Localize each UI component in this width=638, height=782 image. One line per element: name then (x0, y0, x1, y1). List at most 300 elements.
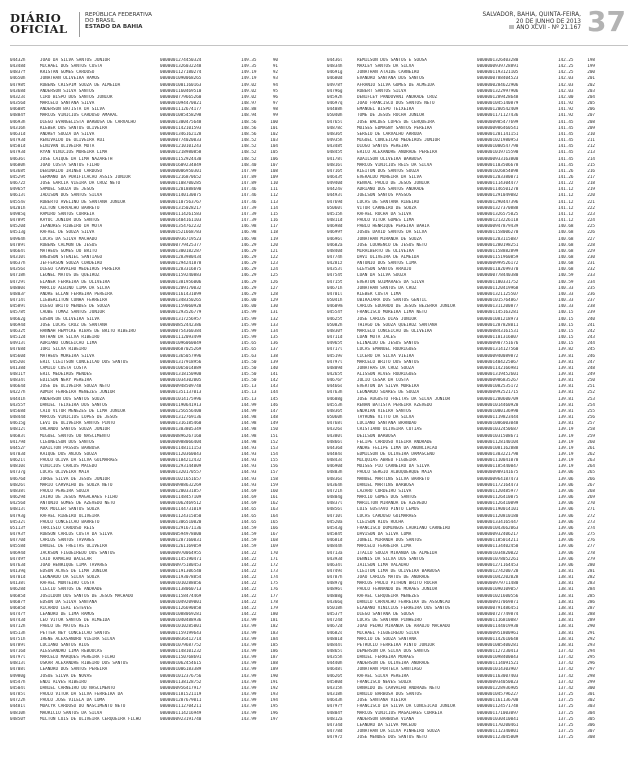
rank: 148 (270, 415, 278, 421)
registration-code: 0000001001160163 (160, 82, 202, 88)
candidate-id: 04803r (10, 291, 26, 297)
rank: 171 (270, 556, 278, 562)
score: 144.22 (241, 575, 257, 581)
registration-code: 0000001146501278 (477, 187, 519, 193)
candidate-name: ANDREY SOUZA DA SILVA (40, 131, 95, 137)
score: 138.81 (558, 587, 574, 593)
candidate-name: JONATHAS DA CRUZ SOUZA (357, 365, 414, 371)
candidate-name: LEANDRO DA SILVA MACEDO (357, 722, 417, 728)
registration-code: 0000001274450324 (160, 58, 202, 63)
rank: 113 (270, 199, 278, 205)
score: 138.81 (558, 575, 574, 581)
registration-code: 0000001034302005 (160, 378, 202, 384)
candidate-id: 04440h (327, 661, 343, 667)
candidate-name: RICARDO LEAL ESTEVES (40, 605, 92, 611)
candidate-id: 04721h (327, 488, 343, 494)
candidate-name: MAX MOLLER SANTOS SOUZA (40, 507, 100, 513)
rank: 124 (270, 267, 278, 273)
candidate-id: 04504l (10, 685, 26, 691)
score: 146.29 (241, 291, 257, 297)
candidate-id: 04812l (10, 427, 26, 433)
candidate-id: 04724d (327, 618, 343, 624)
candidate-id: 04765l (327, 119, 343, 125)
score: 149.02 (241, 88, 257, 94)
registration-code: 0000001079687752 (160, 642, 202, 648)
candidate-name: JOAO PEDRO MIRANDA DE ARAUJO MACHADO (357, 624, 451, 630)
candidate-name: DEILSON BARBOSA (357, 433, 396, 439)
candidate-name: MARIO CARVALHO DE SOUZA NETO (40, 482, 113, 488)
registration-code: 0000001090068265 (160, 76, 202, 82)
candidate-name: JOSE MENDES DOS SANTOS NETO (357, 735, 427, 741)
candidate-id: 04138l (10, 581, 26, 587)
candidate-id: 04800s (10, 285, 26, 291)
candidate-id: 04763d (10, 562, 26, 568)
candidate-id: 04796g (327, 88, 343, 94)
score: 146.29 (241, 273, 257, 279)
rank: 129 (270, 298, 278, 304)
score: 138.81 (558, 599, 574, 605)
candidate-name: CAIO VITOR MENEZES DE LIMA JUNIOR (40, 408, 126, 414)
score: 139.06 (558, 501, 574, 507)
candidate-id: 04650h (10, 76, 26, 82)
rank: 153 (270, 445, 278, 451)
score: 144.93 (241, 470, 257, 476)
candidate-id: 04672z (10, 181, 26, 187)
registration-code: 0000001312769136 (160, 415, 202, 421)
registration-code: 0000000687025269 (160, 347, 202, 353)
registration-code: 0000001280198251 (477, 242, 519, 248)
score: 146.29 (241, 242, 257, 248)
rank: 294 (587, 649, 595, 654)
candidate-name: FRANCISCO DOMINGOS LAURIANO CARNEIRO (357, 525, 451, 531)
rank: 240 (587, 316, 595, 322)
score: 146.98 (241, 224, 257, 230)
rank: 156 (270, 464, 278, 470)
candidate-name: MATHEUS MOREIRA SILVA (40, 353, 95, 359)
candidate-name: MILQUIAS ABREU FIGUEIRA (357, 458, 417, 464)
score: 139.19 (558, 439, 574, 445)
score: 137.42 (558, 679, 574, 685)
candidate-name: CAIO RAMALHO BACELAR (40, 556, 92, 562)
registration-code: 0000001200542409 (477, 107, 519, 113)
registration-code: 0000000986835267 (477, 378, 519, 384)
candidate-name: JOAO FRANCISCO DOS SANTOS NETO (357, 101, 435, 107)
candidate-name: ROBSON CARLOS COSTA DA SILVA (40, 532, 113, 538)
candidate-id: 04310l (10, 255, 26, 260)
candidate-name: DAVISON DA SILVA LOMA (357, 532, 412, 538)
score: 148.52 (241, 144, 257, 150)
rank: 181 (270, 618, 278, 624)
score: 143.99 (241, 655, 257, 661)
candidate-name: EDSON DA SILVA SANTANA (40, 599, 97, 605)
candidate-id: 04466s (327, 384, 343, 390)
registration-code: 0000001161136700 (477, 698, 519, 704)
registration-code: 0000001158006270 (477, 230, 519, 236)
score: 143.99 (241, 710, 257, 716)
candidate-name: JEANDRES RIBEIRO DA MOTA (40, 224, 103, 230)
registration-code: 0000001311200877 (477, 304, 519, 310)
registration-code: 0000001209170032 (160, 285, 202, 291)
score: 144.22 (241, 587, 257, 593)
rank: 234 (587, 279, 595, 285)
rank: 167 (270, 532, 278, 538)
registration-code: 0000001124315050 (160, 513, 202, 519)
rank: 169 (270, 544, 278, 550)
candidate-id: 04553h (327, 402, 343, 408)
candidate-name: ROBERT SANTOS SILVA (357, 88, 407, 94)
candidate-id: 04694d (10, 322, 26, 328)
rank: 245 (587, 347, 595, 353)
registration-code: 0000001271164453 (477, 562, 519, 568)
rank: 176 (270, 587, 278, 593)
registration-code: 0000001404161103 (160, 218, 202, 224)
candidate-id: 04632t (10, 328, 26, 334)
rank: 297 (587, 667, 595, 673)
candidate-name: DANILO BARBOSA DOS SANTOS (357, 692, 422, 698)
registration-code: 0000001191306540 (160, 568, 202, 574)
registration-code: 0000001145190471 (160, 556, 202, 562)
rank: 116 (270, 218, 278, 224)
registration-code: 0000001014303907 (477, 667, 519, 673)
registration-code: 0000000006950301 (160, 168, 202, 174)
score: 140.15 (558, 341, 574, 347)
candidate-name: NATHAN DA SILVA RIBEIRO (40, 335, 100, 341)
candidate-id: 04701d (10, 575, 26, 581)
registration-code: 0000001293144009 (160, 464, 202, 470)
candidate-name: ANDERSON BATISTA DA SILVA (40, 107, 105, 113)
score: 139.06 (558, 519, 574, 525)
candidate-id: 04830f (327, 328, 343, 334)
registration-code: 0000001096060049 (160, 341, 202, 347)
registration-code: 0000000774020033 (160, 138, 202, 144)
candidate-name: DANIEL CARNEIRO DO NASCIMENTO (40, 685, 116, 691)
candidate-name: KLEITON DOS SANTOS SOUZA (357, 168, 420, 174)
rank: 182 (270, 624, 278, 630)
edition-info (483, 12, 582, 32)
score: 137.42 (558, 685, 574, 691)
score: 139.19 (558, 452, 574, 457)
candidate-name: JOSE LUCAS CRUZ DE SANTANA (40, 322, 108, 328)
registration-code: 0000001142101593 (160, 125, 202, 131)
rank: 154 (270, 452, 278, 457)
candidate-id: 04698d (327, 224, 343, 230)
score: 143.99 (241, 630, 257, 636)
registration-code: 0000000284622906 (477, 82, 519, 88)
score: 143.99 (241, 698, 257, 704)
candidate-name: LUCAS EMANUEL RODRIGUES (357, 347, 417, 353)
rank: 247 (587, 359, 595, 365)
score: 139.06 (558, 525, 574, 531)
registration-code: 0000001287160031 (160, 538, 202, 544)
candidate-name: SERGIO DE CARVALHO ARRUDA (357, 131, 422, 137)
score: 137.42 (558, 667, 574, 673)
score: 140.59 (558, 273, 574, 279)
candidate-id: 04935h (327, 138, 343, 144)
score: 145.99 (241, 316, 257, 322)
candidate-id: 05082h (327, 322, 343, 328)
score: 139.81 (558, 384, 574, 390)
score: 144.98 (241, 433, 257, 439)
candidate-name: MARCOS PAULO PITHON BRITO ROCHA (357, 581, 438, 587)
registration-code: 0000001280600709 (477, 396, 519, 402)
candidate-id: 04884f (10, 113, 26, 119)
registration-code: 0000001283980434 (160, 255, 202, 260)
candidate-name: ADRIANO DOS SANTOS ANDRADE (357, 187, 425, 193)
registration-code: 0000001043662063 (477, 525, 519, 531)
rank: 196 (270, 710, 278, 716)
score: 143.99 (241, 692, 257, 698)
registration-code: 0000000936719523 (160, 236, 202, 242)
score: 145.13 (241, 384, 257, 390)
rank: 202 (587, 82, 595, 88)
candidate-name: MARCOS VINICIUS LOPES DE JESUS (40, 415, 118, 421)
candidate-id: 04985q (10, 211, 26, 217)
candidate-name: DANILO CARVALHO FERREIRA DE ASSUNCAO (357, 599, 451, 605)
score: 144.69 (241, 488, 257, 494)
score: 139.06 (558, 513, 574, 519)
rank: 230 (587, 255, 595, 260)
registration-code: 0000001021980953 (477, 138, 519, 144)
candidate-id: 04323s (10, 94, 26, 100)
rank: 278 (587, 550, 595, 556)
candidate-id: 04318h (327, 692, 343, 698)
candidate-name: PETRUCIO FERREIRA PINTO JUNIOR (357, 642, 435, 648)
registration-code: 0000001112674177 (160, 107, 202, 113)
score: 144.59 (241, 532, 257, 538)
page-header (0, 0, 638, 52)
candidate-name: BREDSON STENIEL SANTIAGO (40, 255, 103, 260)
results-column-left (10, 58, 310, 723)
candidate-id: 04628d (10, 587, 26, 593)
candidate-name: CRISTIANO OLIVEIRA CUTIAS (357, 427, 422, 433)
rank: 206 (587, 107, 595, 113)
candidate-id: 05040h (327, 113, 343, 119)
candidate-name: EVERTON GUIMARAES DA SILVA (357, 279, 425, 285)
candidate-name: JONATHAN MIRANDA DE SOUZA (357, 236, 422, 242)
candidate-name: ANDRE FELIPE LIMA DA ANUNCIACAO (357, 445, 438, 451)
rank: 265 (587, 470, 595, 476)
rank: 159 (270, 482, 278, 488)
candidate-id: 04716d (10, 649, 26, 654)
candidate-id: 04693h (10, 119, 26, 125)
registration-code: 0000000843161531 (477, 328, 519, 334)
candidate-name: RENAN BATISTA PEREIRA AZEVEDO (357, 402, 433, 408)
candidate-id: 04810h (10, 710, 26, 716)
rank: 125 (270, 273, 278, 279)
registration-code: 0000001128140104 (477, 439, 519, 445)
registration-code: 0000001138128752 (160, 679, 202, 685)
rank: 173 (270, 568, 278, 574)
candidate-id: 04626t (327, 673, 343, 679)
candidate-id: 04714l (10, 298, 26, 304)
candidate-id: 04716t (327, 168, 343, 174)
score: 144.65 (241, 519, 257, 525)
score: 144.93 (241, 452, 257, 457)
candidate-id: 04811f (10, 371, 26, 377)
registration-code: 0000000979711480 (477, 581, 519, 587)
candidate-id: 04513g (10, 230, 26, 236)
score: 139.81 (558, 421, 574, 427)
score: 141.45 (558, 150, 574, 156)
rank: 191 (270, 679, 278, 685)
score: 138.81 (558, 612, 574, 618)
registration-code: 0000000932406217 (477, 532, 519, 538)
candidate-id: 04682a (327, 242, 343, 248)
candidate-id: 04672d (327, 624, 343, 630)
rank: 243 (587, 335, 595, 341)
candidate-id: 04578t (10, 310, 26, 316)
candidate-name: MILTON LUIS DE OLIVEIRA CERQUEIRA FILHO (40, 716, 141, 722)
candidate-name: JOSUE DAVID SANTOS DA SILVA (357, 230, 427, 236)
candidate-id: 04964h (10, 236, 26, 242)
candidate-id: 04636l (10, 156, 26, 162)
registration-code: 0000000754360384 (160, 328, 202, 334)
rank: 281 (587, 568, 595, 574)
score: 147.46 (241, 193, 257, 199)
rank: 263 (587, 458, 595, 464)
candidate-name: GLEYSON SANTOS ARAUJO (357, 267, 412, 273)
candidate-id: 04484s (327, 452, 343, 457)
candidate-name: CARLOS SANTOS TAVARES (40, 538, 95, 544)
candidate-name: CIRO BISPO DOS SANTOS JUNIOR (40, 94, 113, 100)
registration-code: 0000001290447396 (477, 199, 519, 205)
registration-code: 0000001031508671 (477, 433, 519, 439)
rank: 205 (587, 101, 595, 107)
score: 143.99 (241, 618, 257, 624)
republic-line-3: ESTADO DA BAHIA (85, 24, 143, 31)
rank: 103 (270, 138, 278, 144)
candidate-id: 04568d (10, 408, 26, 414)
candidate-name: LAZARO CORDEIRO SILVA (357, 488, 412, 494)
candidate-name: ANDERSON BARBOSA VIANA (357, 716, 414, 722)
candidate-id: 04681d (327, 538, 343, 544)
candidate-name: LUCIANO SANTANA BRANDAO (357, 421, 417, 427)
republic-line-1: REPÚBLICA FEDERATIVA (85, 12, 153, 18)
candidate-id: 04452r (10, 445, 26, 451)
rank: 195 (270, 704, 278, 710)
candidate-name: PAULO SERGIO ALBUQUERQUE MAIA (357, 470, 433, 476)
candidate-id: 04793d (10, 138, 26, 144)
candidate-id: 04836t (327, 408, 343, 414)
candidate-id: 04711d (327, 335, 343, 341)
registration-code: 0000001201888690 (160, 187, 202, 193)
rank: 216 (587, 168, 595, 174)
rank: 161 (270, 495, 278, 501)
score: 148.94 (241, 113, 257, 119)
rank: 266 (587, 476, 595, 482)
rank: 275 (587, 532, 595, 538)
score: 139.19 (558, 433, 574, 439)
candidate-name: LUCAS DE SANTANA PINHEIRO (357, 618, 422, 624)
rank: 229 (587, 248, 595, 254)
rank: 219 (587, 187, 595, 193)
score: 140.68 (558, 261, 574, 267)
registration-code: 0000001287679011 (160, 698, 202, 704)
candidate-id: 04512d (10, 335, 26, 341)
rank: 256 (587, 415, 595, 421)
candidate-name: ERIC MEDEIROS MENDES (40, 371, 92, 377)
candidate-name: GERMANO DA PURIFICACAO ASSIS JUNIOR (40, 174, 131, 180)
registration-code: 0000001216870652 (160, 174, 202, 180)
registration-code: 0000001190014101 (477, 507, 519, 513)
rank: 115 (270, 211, 278, 217)
candidate-id: 04708l (10, 667, 26, 673)
candidate-name: ADRIANO CONCEICAO LIMA (40, 341, 97, 347)
score: 145.50 (241, 365, 257, 371)
registration-code: 0000001062454615 (160, 661, 202, 667)
registration-code: 0000001203380071 (477, 174, 519, 180)
rank: 147 (270, 408, 278, 414)
candidate-name: KAIQUE DOS ANJOS SOUZA (40, 452, 97, 457)
registration-code: 0000001112704211 (160, 704, 202, 710)
candidate-id: 04621l (10, 458, 26, 464)
candidate-name: CLECIO SANTOS DE ANDRADE (40, 587, 103, 593)
score: 141.92 (558, 113, 574, 119)
registration-code: 0000001193078854 (160, 575, 202, 581)
registration-code: 0000000947879439 (477, 224, 519, 230)
candidate-name: LEONARDO DA SILVA SOUZA (40, 575, 100, 581)
registration-code: 0000000907751676 (477, 341, 519, 347)
republic-line-2: DO BRASIL (85, 18, 116, 25)
rank: 295 (587, 655, 595, 661)
candidate-id: 04734d (327, 722, 343, 728)
score: 137.25 (558, 692, 574, 698)
registration-code: 0000001150768691 (160, 655, 202, 661)
score: 140.59 (558, 279, 574, 285)
score: 145.99 (241, 322, 257, 328)
registration-code: 0000001127230413 (477, 649, 519, 654)
rank: 210 (587, 131, 595, 137)
score: 144.65 (241, 507, 257, 513)
score: 141.45 (558, 125, 574, 131)
candidate-id: 04532l (10, 519, 26, 525)
rank: 188 (270, 661, 278, 667)
candidate-name: EMANUEL BISPO TEIXEIRA (357, 107, 414, 113)
registration-code: 0000001102699370 (477, 267, 519, 273)
registration-code: 0000001015764867 (477, 298, 519, 304)
candidate-id: 04609m (327, 304, 343, 310)
score: 138.81 (558, 593, 574, 599)
candidate-name: LEANDRO DE LIMA RAMOS (40, 612, 95, 618)
registration-code: 0000001315028217 (160, 205, 202, 211)
registration-code: 0000000988066404 (160, 439, 202, 445)
registration-code: 0000001171127436 (477, 113, 519, 119)
registration-code: 0000001190641913 (160, 402, 202, 408)
score: 146.98 (241, 230, 257, 236)
score: 141.12 (558, 205, 574, 211)
registration-code: 0000000594978000 (160, 532, 202, 538)
score: 141.12 (558, 199, 574, 205)
candidate-id: 04436l (327, 58, 343, 63)
republic-label (85, 12, 152, 31)
rank: 130 (270, 304, 278, 310)
candidate-id: 04834h (327, 64, 343, 70)
candidate-id: 04520d (10, 224, 26, 230)
registration-code: 0000001127180274 (160, 70, 202, 76)
registration-code: 0000001291671136 (160, 525, 202, 531)
rank: 192 (270, 685, 278, 691)
score: 145.13 (241, 396, 257, 402)
candidate-name: MANOEL MARTINS SILVA BARRETO (357, 476, 430, 482)
rank: 276 (587, 538, 595, 544)
rank: 184 (270, 636, 278, 642)
rank: 131 (270, 310, 278, 316)
rank: 305 (587, 716, 595, 722)
rank: 268 (587, 488, 595, 494)
brand-line-1: DIÁRIO (10, 11, 62, 25)
rank: 308 (587, 735, 595, 741)
rank: 104 (270, 144, 278, 150)
